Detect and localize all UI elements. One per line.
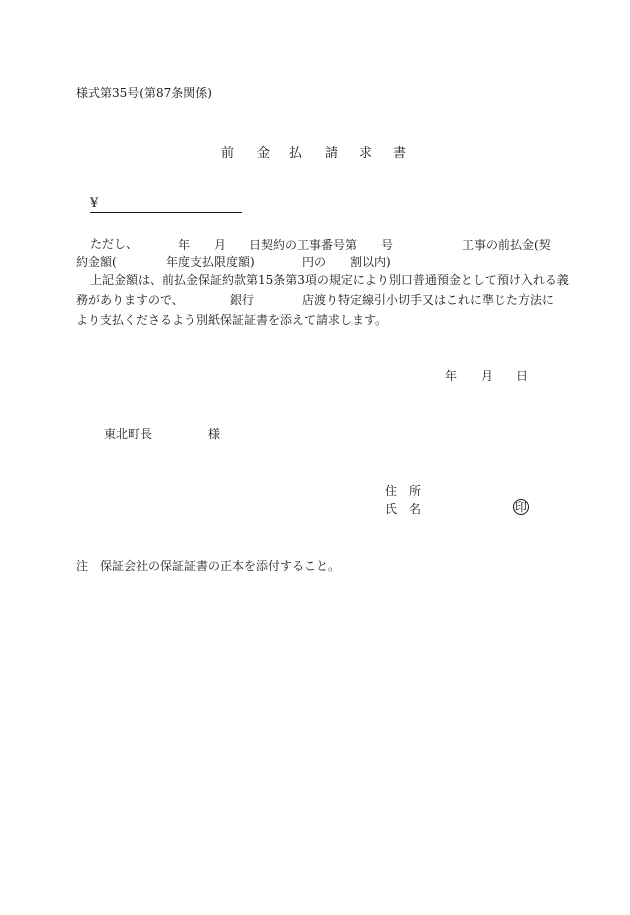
body-text: ただし、 xyxy=(90,237,139,251)
body-text: より支払くださるよう別紙保証証書を添えて請求します。 xyxy=(76,313,388,327)
document-title xyxy=(0,142,630,161)
name-label: 氏 xyxy=(385,502,398,516)
body-text: 店渡り特定線引小切手又はこれに準じた方法に xyxy=(302,293,555,307)
date-year-label: 年 xyxy=(445,369,458,383)
title-char: 書 xyxy=(393,146,407,161)
bank-label: 銀行 xyxy=(230,293,255,307)
seal-mark-icon: 印 xyxy=(514,500,527,514)
address-label: 住 xyxy=(385,484,398,498)
body-text: 上記金額は、前払金保証約款第15条第3項の規定により別口普通預金として預け入れる義 xyxy=(90,273,569,287)
title-char: 請 xyxy=(325,146,339,161)
body-text: 工事の前払金(契 xyxy=(462,238,551,252)
addressee-honorific: 様 xyxy=(208,427,221,441)
amount-field[interactable] xyxy=(90,198,242,213)
title-char: 払 xyxy=(289,146,303,161)
date-month-label: 月 xyxy=(481,369,494,383)
footnote: 注 保証会社の保証証書の正本を添付すること。 xyxy=(76,559,341,573)
body-text: 日契約の工事番号第 xyxy=(249,238,358,252)
body-text: 務がありますので、 xyxy=(76,293,184,307)
body-text: 年度支払限度額) xyxy=(166,255,255,269)
month-label: 月 xyxy=(214,238,227,252)
address-label: 所 xyxy=(409,484,422,498)
name-label: 名 xyxy=(409,502,422,516)
date-day-label: 日 xyxy=(516,369,529,383)
addressee-name: 東北町長 xyxy=(104,427,153,441)
body-text: 割以内) xyxy=(350,255,391,269)
body-text: 円の xyxy=(302,255,327,269)
title-char: 金 xyxy=(257,146,271,161)
number-label: 号 xyxy=(381,238,394,252)
body-text: 約金額( xyxy=(76,255,117,269)
title-char: 求 xyxy=(359,146,373,161)
title-char: 前 xyxy=(221,146,235,161)
form-number: 様式第35号(第87条関係) xyxy=(76,86,212,100)
year-label: 年 xyxy=(178,238,191,252)
yen-symbol: ¥ xyxy=(90,196,99,211)
